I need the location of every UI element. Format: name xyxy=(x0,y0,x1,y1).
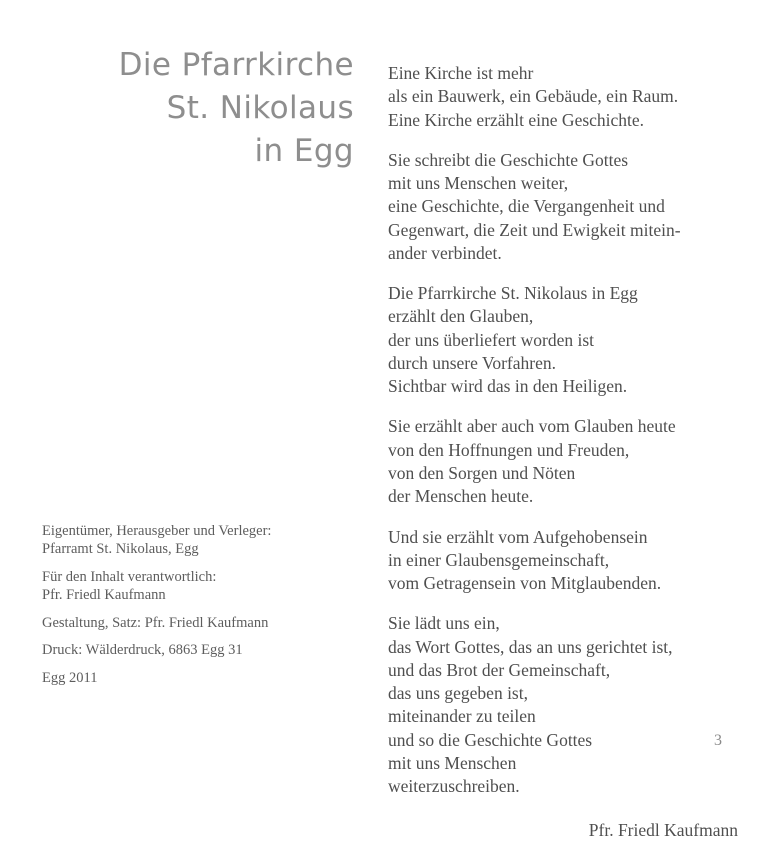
poem-line: durch unsere Vorfahren. xyxy=(388,352,556,373)
poem-line: und so die Geschichte Gottes xyxy=(388,729,593,750)
poem-stanza xyxy=(388,282,740,398)
poem-line: Sie schreibt die Geschichte Gottes xyxy=(388,149,629,170)
poem-stanza xyxy=(388,612,740,798)
imprint-line: Pfr. Friedl Kaufmann xyxy=(42,587,166,603)
poem-line: eine Geschichte, die Vergangenheit und xyxy=(388,196,665,217)
imprint-group xyxy=(42,641,362,660)
imprint-group xyxy=(42,522,362,559)
poem-line: das Wort Gottes, das an uns gerichtet ist, xyxy=(388,636,673,657)
poem-line: als ein Bauwerk, ein Gebäude, ein Raum. xyxy=(388,86,679,107)
poem-line: mit uns Menschen weiter, xyxy=(388,173,569,194)
poem-line: Und sie erzählt vom Aufgehobensein xyxy=(388,526,648,547)
title-line: Die Pfarrkirche xyxy=(118,47,354,83)
poem-line: Sie erzählt aber auch vom Glauben heute xyxy=(388,416,676,437)
poem-line: und das Brot der Gemeinschaft, xyxy=(388,659,611,680)
poem-line: vom Getragensein von Mitglaubenden. xyxy=(388,573,662,594)
poem-line: in einer Glaubensgemeinschaft, xyxy=(388,549,610,570)
author-signature: Pfr. Friedl Kaufmann xyxy=(588,820,738,841)
poem-line: Die Pfarrkirche St. Nikolaus in Egg xyxy=(388,283,638,304)
imprint-line: Für den Inhalt verantwortlich: xyxy=(42,568,217,585)
poem-line: Sie lädt uns ein, xyxy=(388,613,500,634)
poem-line: erzählt den Glauben, xyxy=(388,306,534,327)
poem-line: miteinander zu teilen xyxy=(388,706,536,727)
poem-line: Eine Kirche ist mehr xyxy=(388,63,534,83)
imprint-block xyxy=(42,522,362,697)
poem-line: von den Sorgen und Nöten xyxy=(388,462,576,483)
poem-stanza xyxy=(388,62,740,132)
poem-line: von den Hoffnungen und Freuden, xyxy=(388,439,630,460)
poem-line: ander verbindet. xyxy=(388,242,502,263)
poem-line: Gegenwart, die Zeit und Ewigkeit mitein- xyxy=(388,219,681,240)
left-column xyxy=(40,44,360,734)
poem-line: mit uns Menschen xyxy=(388,752,517,773)
poem-line: der uns überliefert worden ist xyxy=(388,329,595,350)
title-line: St. Nikolaus xyxy=(166,89,354,126)
page-title xyxy=(40,44,360,172)
poem-line: Eine Kirche erzählt eine Geschichte. xyxy=(388,109,645,130)
imprint-group xyxy=(42,614,362,633)
poem-stanza xyxy=(388,526,740,596)
imprint-group xyxy=(42,568,362,605)
poem-column xyxy=(388,62,740,841)
poem-stanza xyxy=(388,415,740,508)
imprint-line: Egg 2011 xyxy=(42,669,98,686)
poem-line: weiterzuschreiben. xyxy=(388,776,520,797)
imprint-line: Druck: Wälderdruck, 6863 Egg 31 xyxy=(42,642,243,658)
poem-line: Sichtbar wird das in den Heiligen. xyxy=(388,376,628,397)
poem-line: das uns gegeben ist, xyxy=(388,683,528,704)
title-line: in Egg xyxy=(254,132,354,169)
page-number: 3 xyxy=(714,732,722,749)
imprint-group xyxy=(42,669,362,688)
imprint-line: Eigentümer, Herausgeber und Verleger: xyxy=(42,522,272,539)
poem-line: der Menschen heute. xyxy=(388,486,534,507)
poem-stanzas xyxy=(388,62,740,798)
poem-stanza xyxy=(388,149,740,265)
imprint-line: Pfarramt St. Nikolaus, Egg xyxy=(42,541,199,557)
imprint-line: Gestaltung, Satz: Pfr. Friedl Kaufmann xyxy=(42,614,269,631)
